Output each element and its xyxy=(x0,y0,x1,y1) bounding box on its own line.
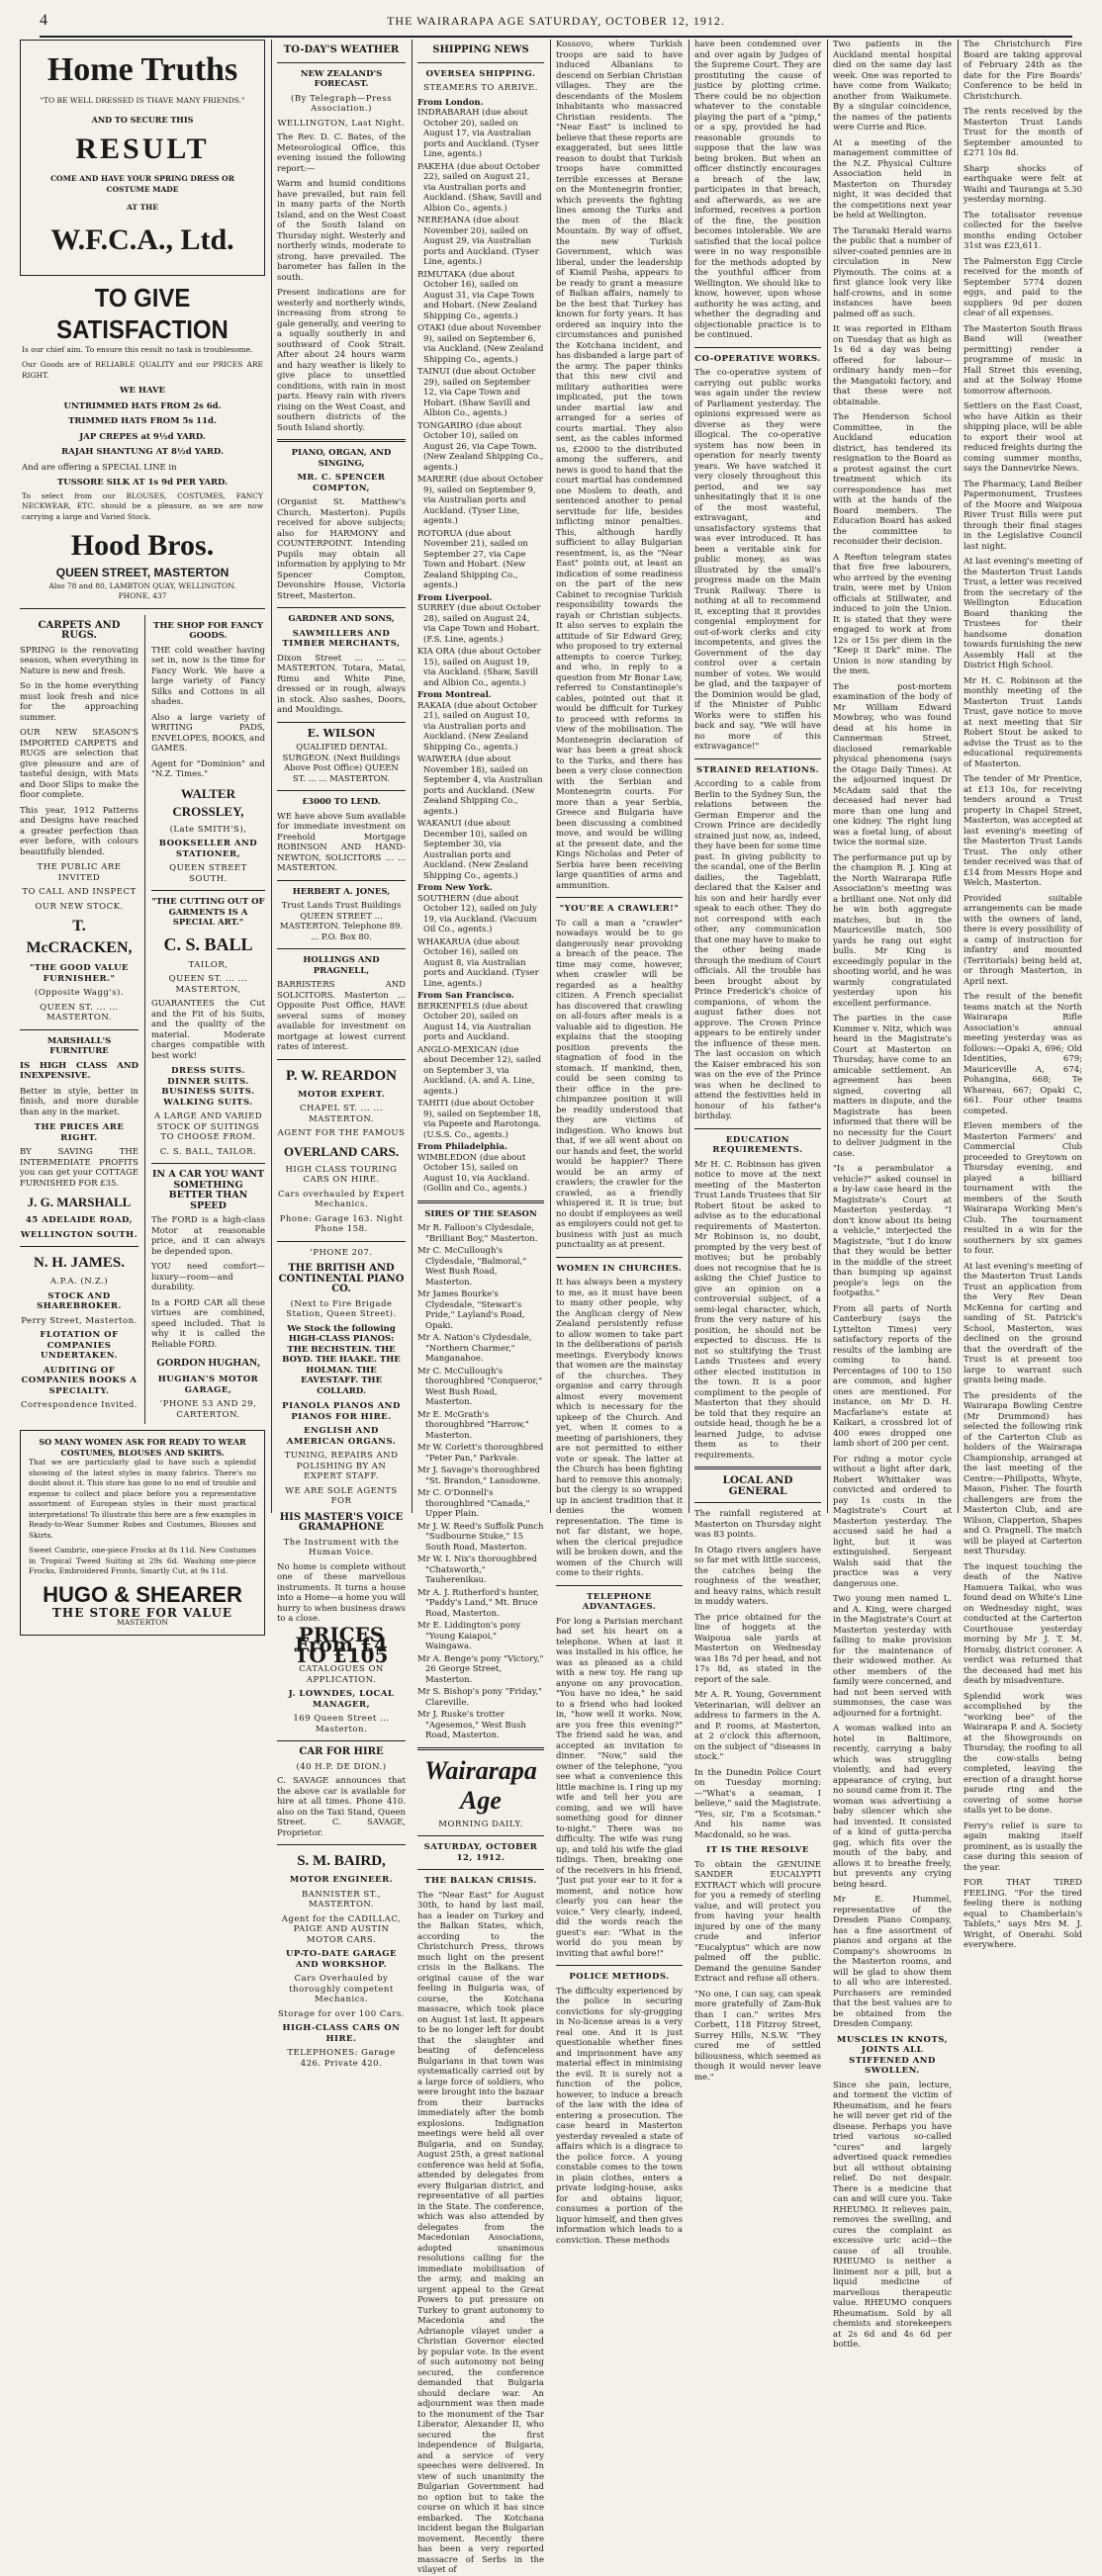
ad-line: HUGHAN'S MOTOR GARAGE, xyxy=(157,1375,259,1395)
ad-line: MASTERTON xyxy=(117,1618,168,1627)
article-text: The "Near East" for August 30th, to hand by last mail, has a leader on Turkey and the Balkan States, which, according to the Christchurch Press, throws much light on the present crisis in the Balkans. The original cause of the war feeling in Bulgaria was, of course, the Kotchana massacre, which took place on August 1st last. It appears to be no longer left for doubt that the slaughter and beating of defenceless Bulgarians in that town was systematically carried out by a large force of soldiers, who were brought into the bazaar from their barracks immediately after the bomb explosions. Indignation meetings were held all over Bulgaria, and on Sunday, August 25th, a great national conference was held at Sofia, attended by delegates from every Bulgarian district, and representative of all parties in the State. The conference, which was also attended by delegates from the Macedonian Associations, adopted unanimous resolutions calling for the immediate mobilisation of the army, and making an urgent appeal to the Great Powers to put pressure on Turkey to grant autonomy to Macedonia and the Adrianople vilayet under a Christian Governor elected by popular vote. In the event of such autonomy not being secured, the conference demanded that Bulgaria should declare war. An adjournment was then made to the monument of the Tsar Liberator, Alexander II, who secured the first independence of Bulgaria, and a service of very speeches were delivered. In view of such unanimity the Bulgarian Government had no option but to take the course on which it has since embarked. The Kotchana incident began the Bulgarian movement. Recently there has been a very reported massacre of Serbs in the vilayet of xyxy=(417,1890,544,2575)
shipping-subtitle: OVERSEA SHIPPING. xyxy=(425,68,536,79)
ad-text: QUALIFIED DENTAL SURGEON. (Next Buildings Above Post Office) QUEEN ST. ... ... MASTERTON. xyxy=(282,743,401,784)
issue-date: SATURDAY, OCTOBER 12, 1912. xyxy=(423,1842,538,1863)
article-title: POLICE METHODS. xyxy=(569,1972,670,1982)
article-text: Mr H. C. Robinson has given notice to move at the next meeting of the Masterton Trust Lands Trustees that Sir Robert Stout be asked to advise as to the educational requirements of Masterton. Mr Robinson is, no doubt, prompted by the very best of motives; but he probably does not recognise that he is asking the Chief Justice to give an opinion on a controversial subject, of a semi-legal character, which, from the very nature of his position, he should not be expected to discuss. He is not so stultifying the Trust Lands Trustees and every other elected institution in the town. It is a poor compliment to the people of Masterton that they should be told that they require an outside head, though he be a learned Judge, to advise them as to their requirements. xyxy=(694,1159,821,1461)
ad-line: Phone: Garage 163. Night Phone 158. xyxy=(279,1213,404,1234)
ad-line: SAWMILLERS AND TIMBER MERCHANTS, xyxy=(282,628,401,649)
news-item: The presidents of the Wairarapa Bowling Centre (Mr Drummond) has selected the following rink of the Carterton Club as holders of the Wairarapa Championship, arranged at the last meeting of the Centre:—Phillpotts, Whyte, Mason, Fisher. The fourth challengers are from the Masterton Club, and are Wilson, Clapperton, Shapes and O. Pragnell. The match will be played at Carterton next Thursday. xyxy=(964,1390,1082,1556)
ad-line: QUEEN ST. ... ... MASTERTON. xyxy=(40,1002,119,1022)
sire-entry: Mr E. McGrath's thoroughbred "Harrow," Masterton. xyxy=(417,1409,529,1441)
ad-line: CHAPEL ST. ... ... MASTERTON. xyxy=(300,1104,383,1124)
ad-title: SO MANY WOMEN ASK FOR READY TO WEAR COSTUMES, BLOUSES AND SKIRTS. xyxy=(39,1437,246,1458)
ad-slogan: "THE GOOD VALUE FURNISHER." xyxy=(29,963,130,984)
news-item: At last evening's meeting of the Masterton Trust Lands Trust, a letter was received from the secretary of the Wellington Education Board thanking the Trustees for their handsome donation towards furnishing the new Assembly Hall at the District High School. xyxy=(964,557,1082,670)
article-title: TELEPHONE ADVANTAGES. xyxy=(582,1591,657,1612)
ad-line: BANNISTER ST., MASTERTON. xyxy=(301,1889,382,1910)
shipping-list-liverpool xyxy=(417,603,544,688)
shipping-entry: OTAKI (due about November 9), sailed on September 6, via Auckland. (New Zealand Shipping Co., agents.) xyxy=(417,323,544,365)
ad-text: Agent for "Dominion" and "N.Z. Times." xyxy=(150,758,265,779)
ad-line: WE HAVE xyxy=(119,386,166,396)
shipping-list-phil xyxy=(417,1153,544,1195)
ad-line: Storage for over 100 Cars. xyxy=(277,2008,406,2019)
shipping-entry: TAHITI (due about October 9), sailed on September 18, via Papeete and Rarotonga. (U.S.S. Co., agents.) xyxy=(417,1099,542,1140)
ad-firm: C. S. BALL xyxy=(163,933,253,954)
column-weather-ads xyxy=(277,40,406,2069)
ad-quote: "TO BE WELL DRESSED IS THAVE MANY FRIENDS." xyxy=(40,96,245,105)
ad-line: THE PRICES ARE RIGHT. xyxy=(34,1122,125,1143)
ad-line: (Next to Fire Brigade Station, Queen Street). xyxy=(286,1298,397,1319)
shipping-entry: KIA ORA (due about October 15), sailed on August 19, via Auckland. (Shaw, Savill and Albion Co., agents.) xyxy=(417,647,541,688)
news-item: The inquest touching the death of the Native Hamuera Taikai, who was found dead on White's Line on Wednesday night, was conducted at the Carterton Courthouse yesterday morning by Mr J. T. M. Hornsby, district coroner. A verdict was returned that the deceased had met his death by misadventure. xyxy=(964,1561,1082,1686)
news-item: Settlers on the East Coast, who have Aitkin as their shipping place, will be able to export their wool at reduced freights during the coming summer months, says the Dannevirke News. xyxy=(964,401,1082,474)
ad-line: BOOKSELLER AND STATIONER, xyxy=(158,839,258,859)
ad-line: C. S. BALL, TAILOR. xyxy=(159,1146,257,1157)
ad-line: J. LOWNDES, LOCAL MANAGER, xyxy=(288,1689,395,1710)
ad-line: (Opposite Wagg's). xyxy=(34,988,125,998)
shipping-origin: From Liverpool. xyxy=(417,592,493,603)
sire-entry: Mr A. J. Rutherford's hunter, "Paddy's Land," Mt. Bruce Road, Masterton. xyxy=(417,1587,539,1619)
ad-line: TELEPHONES: Garage 426. Private 420. xyxy=(287,2048,396,2069)
ad-title: THE SHOP FOR FANCY GOODS. xyxy=(153,620,263,641)
sire-entry: Mr James Bourke's Clydesdale, "Stewart's Pride," Layland's Road, Opaki. xyxy=(417,1289,525,1331)
shipping-entry: PAKEHA (due about October 22), sailed on August 21, via Australian ports and Auckland. (Shaw, Savill and Albion Co., agents.) xyxy=(417,161,542,214)
ad-line: And are offering a SPECIAL LINE in xyxy=(22,462,177,473)
news-item: In Otago rivers anglers have so far met with little success, the catches being the roughness of the weather, and heavy rains, which result in muddy waters. xyxy=(694,1545,821,1607)
ad-text: Sweet Cambric, one-piece Frocks at 8s 11d. New Costumes in Tropical Tweed Suiting at 29s 6d. Washing one-piece Frocks, Embroidered Fronts, Smartly Cut, at 9s 11d. xyxy=(29,1546,256,1575)
ad-address: Also 78 and 80, LAMBTON QUAY, WELLINGTON. xyxy=(48,580,236,590)
ad-text: YOU need comfort—luxury—room—and durability. xyxy=(150,1262,265,1292)
news-item: The Taranaki Herald warns the public that a number of silver-coated pennies are in circulation in New Plymouth. The coins at a first glance look very like half-crowns, and in some instances have been palmed off as such. xyxy=(833,225,952,319)
news-item: The performance put up by the champion R. J. King at the North Wairarapa Rifle Association's meeting was a brilliant one. Not only did he win both aggregate matches, but in the Mauriceville match, 500 yards he rang out eight bulls. Mr King is exceedingly popular in the shooting world, and he was warmly congratulated yesterday upon his excellent performance. xyxy=(833,852,952,1009)
sire-entry: Mr W. I. Nix's thoroughbred "Chatsworth," Tauherenikau. xyxy=(417,1554,537,1585)
article-text: have been condemned over and over again by Judges of the Supreme Court. They are prostituting the cause of justice by plotting crime. There could be no objection whatever to the constable playing the part of a "pimp," or a spy, provided he had reasonable grounds to suppose that the law was being broken. But when an officer distinctly encourages a breach of the law, participates in that breach, and afterwards, as we are informed, receives a portion of the fine, the position becomes intolerable. We are satisfied that the local police were in no way responsible for the methods adopted by the youthful officer from Wellington. We should like to know, however, upon whose authority he was acting, and whether the degrading and objectionable practice is to be continued. xyxy=(694,40,821,340)
news-item: Eleven members of the Masterton Farmers' and Commercial Club proceeded to Greytown on Thursday evening, and played a billiard tournament with the members of the South Wairarapa Working Men's Club. The tournament resulted in a win for the southerners by six games to four. xyxy=(964,1121,1082,1256)
shipping-entry: WAIWERA (due about November 18), sailed on September 4, via Australian ports and Auckland. (New Zealand Shipping Co., agents.) xyxy=(417,755,543,817)
ad-line: HIGH CLASS TOURING CARS ON HIRE. xyxy=(285,1164,398,1185)
ad-line: (40 H.P. DE DION.) xyxy=(296,1761,387,1772)
ad-line: COME AND HAVE YOUR SPRING DRESS OR COSTUME MADE xyxy=(50,174,234,194)
ad-line: ENGLISH AND AMERICAN ORGANS. xyxy=(286,1426,397,1447)
ad-line: UNTRIMMED HATS FROM 2s 6d. xyxy=(63,400,222,411)
page-number: 4 xyxy=(40,12,47,29)
ad-text: Also a large variety of WRITING PADS, ENVELOPES, BOOKS, and GAMES. xyxy=(150,712,266,754)
shipping-entry: ANGLO-MEXICAN (due about December 12), sailed on September 3, via Auckland. (A. and A. Line, agents.) xyxy=(417,1044,542,1097)
shipping-origin: From London. xyxy=(417,97,484,108)
ad-text: This year, 1912 Patterns and Designs have reached a greater perfection than ever before, with colours beautifully blended. xyxy=(20,805,138,857)
shipping-entry: TONGARIRO (due about October 10), sailed on August 26, via Cape Town. (New Zealand Shipping Co., agents.) xyxy=(417,420,544,473)
ad-line: QUEEN ST. ... ... MASTERTON, xyxy=(168,974,248,995)
weather-byline: (By Telegraph—Press Association.) xyxy=(291,93,392,114)
ad-address: QUEEN STREET, MASTERTON xyxy=(55,566,230,579)
ad-title: MUSCLES IN KNOTS, JOINTS ALL STIFFENED AND SWOLLEN. xyxy=(836,2034,949,2076)
news-item: Ferry's relief is sure to again making itself prominent, as is usually the case during this season of the year. xyxy=(964,1821,1082,1873)
news-item: Mr A. R. Young, Government Veterinarian, will deliver an address to farmers in the A. and P. rooms, at Masterton, at 2 o'clock this afternoon, on the subject of "diseases in stock." xyxy=(694,1690,821,1762)
ad-firm: E. WILSON xyxy=(307,726,376,740)
news-item: Mr H. C. Robinson at the monthly meeting of the Masterton Trust Lands Trust, gave notice to move at next meeting that Sir Robert Stout be asked to advise the Trust as to the educational requirements of Masterton. xyxy=(964,675,1082,769)
article-title: WOMEN IN CHURCHES. xyxy=(556,1263,683,1274)
ad-line: HIGH-CLASS CARS ON HIRE. xyxy=(282,2023,401,2044)
ad-line: Perry Street, Masterton. xyxy=(21,1315,138,1326)
weather-text: Warm and humid conditions have prevailed, but rain fell in many parts of the North Island, and on the West Coast of the South Island on Thursday night. Westerly and northerly winds, moderate to strong, have prevailed. The barometer has fallen in the south. xyxy=(277,179,406,283)
ad-text: GUARANTEES the Cut and the Fit of his Suits, and the quality of the material. Moderate charges compatible with best work! xyxy=(150,999,265,1061)
news-item: Provided suitable arrangements can be made with the owners of land, there is every possibility of a camp of instruction for infantry and mounted (Territorials) being held at, or through Masterton, in April next. xyxy=(964,893,1082,987)
article-title: THE BALKAN CRISIS. xyxy=(424,1876,537,1886)
sire-entry: Mr J. W. Reed's Suffolk Punch "Sudbourne Stuke," 15 South Road, Masterton. xyxy=(417,1521,544,1553)
ad-title: GARDNER AND SONS, xyxy=(288,614,395,624)
sire-entry: Mr C. McCullough's thoroughbred "Conqueror," West Bush Road, Masterton. xyxy=(417,1366,543,1407)
article-title: IT IS THE RESOLVE xyxy=(706,1845,809,1855)
ad-firm: HUGO & SHEARER xyxy=(43,1581,242,1607)
ad-firm: WALTER CROSSLEY, xyxy=(172,785,244,819)
shipping-entry: TAINUI (due about October 29), sailed on September 12, via Cape Town and Hobart. (Shaw Savill and Albion Co., agents.) xyxy=(417,367,536,418)
sire-entry: Mr S. Bishop's pony "Friday," Clareville. xyxy=(417,1687,543,1708)
weather-dateline: WELLINGTON, Last Night. xyxy=(277,118,406,129)
news-item: The totalisator revenue collected for the twelve months ending October 31st was £23,611. xyxy=(964,210,1082,251)
ad-line: THE PUBLIC ARE INVITED xyxy=(37,862,122,883)
ad-text: Trust Lands Trust Buildings QUEEN STREET ... MASTERTON. Telephone 89. ... P.O. Box 80. xyxy=(279,901,404,942)
ad-line: 45 ADELAIDE ROAD, xyxy=(25,1215,134,1225)
article-text: The co-operative system of carrying out public works was again under the review of Parliament yesterday. The opinions expressed were as diverse as they were illogical. The co-operative system has now been in operation for nearly twenty years. We have watched it very closely throughout this period, and we say unhesitatingly that it is one of the most wasteful, extravagant, and unsatisfactory systems that was ever introduced. It has been a veritable sink for public money, as was illustrated by the small's progress made on the Main Trunk Railway. There is nothing at all to recommend it, excepting that it provides congenial employment for out-of-work clerks and city incompetents, and gives the Government of the day control over a certain number of votes. We would be glad, and the taxpayer of the Dominion would be glad, if the Minister of Public Works were to stiffen his back and say, "We will have no more of this extravagance!" xyxy=(694,368,821,752)
news-item: The price obtained for the line of hoggets at the Waipoua sale yards at Masterton on Wednesday was 18s 7d per head, and not 17s 8d, as stated in the report of the sale. xyxy=(694,1612,821,1685)
ad-line: MOTOR ENGINEER. xyxy=(289,1875,394,1885)
ad-headline: Home Truths xyxy=(46,51,238,88)
ad-line: FLOTATION OF COMPANIES UNDERTAKEN. xyxy=(40,1330,119,1361)
ad-line: Cars overhauled by Expert Mechanics. xyxy=(277,1189,405,1209)
weather-title: TO-DAY'S WEATHER xyxy=(283,44,400,55)
ad-title: CAR FOR HIRE xyxy=(299,1746,384,1757)
news-item: The Pharmacy, Land Beiber Papermonument, Trustees of the Moore and Waipoua River Trust Bills were put through their final stages in the Legislative Council last night. xyxy=(964,479,1082,552)
news-item: The Henderson School Committee, in the Auckland education district, has tendered its resignation to the Board as a protest against the curt treatment which its correspondence has met with at the hands of the Board members. The Education Board has asked the committee to reconsider their decision. xyxy=(833,412,952,547)
ad-line: JAP CREPES at 9½d YARD. xyxy=(79,431,206,442)
ad-line: The Instrument with the Human Voice. xyxy=(283,1537,400,1557)
ad-title: MARSHALL'S FURNITURE xyxy=(46,1035,112,1056)
sires-list xyxy=(417,1223,544,1741)
ad-line: A LARGE AND VARIED STOCK OF SUITINGS TO CHOOSE FROM. xyxy=(153,1111,263,1142)
article-title: STRAINED RELATIONS. xyxy=(695,764,820,775)
sire-entry: Mr A. Benge's pony "Victory," 26 George Street, Masterton. xyxy=(417,1653,544,1685)
section-title: LOCAL AND GENERAL xyxy=(722,1474,793,1497)
ad-firm: GORDON HUGHAN, xyxy=(156,1357,260,1369)
ad-title: CARPETS AND RUGS. xyxy=(38,619,121,641)
article-title: "YOU'RE A CRAWLER!" xyxy=(559,904,680,914)
ad-firm: T. McCRACKEN, xyxy=(26,918,133,956)
ad-text: BY SAVING THE INTERMEDIATE PROFITS you can get your COTTAGE FURNISHED FOR £35. xyxy=(20,1147,138,1189)
news-item: In the Dunedin Police Court on Tuesday morning:—"What's a seaman, I believe," said the Magistrate. "Yes, sir, I'm a Scotsman." And his name was Macdonald, so he was. xyxy=(694,1767,821,1840)
ad-line: PIANOLA PIANOS AND PIANOS FOR HIRE. xyxy=(282,1401,401,1422)
shipping-entry: SOUTHERN (due about October 12), sailed on July 19, via Auckland. (Vacuum Oil Co., agents.) xyxy=(417,893,537,934)
ad-line: OVERLAND CARS. xyxy=(283,1143,400,1159)
shipping-entry: WIMBLEDON (due about October 15), sailed on August 10, via Auckland. (Gollin and Co., agents.) xyxy=(417,1152,530,1194)
ad-line: TUNING, REPAIRS AND POLISHING BY AN EXPERT STAFF. xyxy=(284,1451,399,1481)
article-text: Kossovo, where Turkish troops are said to have induced Albanians to descend on Serbian Christian villages. They are the descendants of the Moslem inhabitants who massacred Christian residents. The "Near East" is inclined to believe that these reports are exaggerated, but sees little reason to doubt that Turkish troops have committed terrible excesses at Berane on the Montenegrin frontier, which prevents the fighting lines among the Turks and the men of the Black Mountain. By way of offset, the new Turkish Government, which was liberal, under the leadership of Kiamil Pasha, appears to be ready to grant a measure of Balkan affairs, namely to be the best that Turkey has known for forty years. It has ordered an inquiry into the circumstances and punished the Kotchana incident, and has disbanded a large part of the army. The paper thinks that this new civil and military authorities were implicated, put the town under martial law and arranged for a series of courts martial. They also sent, as the cables informed us, £2000 to the distributed among the sufferers, and news is good to hand that the court martial has condemned one Moslem to death, and sentenced another to penal servitude for life, besides inflicting minor penalties. This, although hardly sufficient to allay Bulgarian resentment, is, as the "Near East" points out, at least an indication of some readiness on the part of the new Cabinet to recognise Turkish responsibility towards the rayah or Christian subjects. It also serves to explain the attitude of Sir Edward Grey, who proposed to try external attempts to coerce Turkey, and who, in reply to a question from Mr Bonar Law, referred to Constantinople's cables, pointed out that it would be difficult for Turkey to proceed with reforms in view of the mobilisation. The Montenegrin declaration of war has been a great shock to the Turks, and there has been a very close connection with the Serbian and Montenegrin courts. For more than a year Serbia, Greece and Bulgaria have been discussing a combined move, and would be willing at the present date, and the Kings Nicholas and Peter of Serbia have been receiving large quantities of arms and ammunition. xyxy=(556,40,683,891)
sire-entry: Mr C. O'Donnell's thoroughbred "Canada," Upper Plain. xyxy=(417,1488,530,1519)
ad-row xyxy=(20,615,265,1425)
ad-firm: Hood Bros. xyxy=(70,529,215,562)
ad-line: STOCK AND SHAREBROKER. xyxy=(37,1290,122,1311)
ad-text: OUR NEW SEASON'S IMPORTED CARPETS and RUGS are selection that give pleasure and are of tasteful design, with Mats and Door Slips to make the floor complete. xyxy=(20,728,138,800)
sire-entry: Mr C. McCullough's Clydesdale, "Balmoral," West Bush Road, Masterton. xyxy=(417,1246,527,1288)
article-text: To call a man a "crawler" nowadays would be to go dangerously near provoking a breach of the peace. The time may come, however, when crawler will be regarded as a healthy citizen. A French specialist has discovered that crawling on all-fours after meals is a valuable aid to digestion. He explains that the stooping position prevents the stagnation of food in the stomach. If mankind, then, could be seen coming to their office in the pre-chimpanzee position it will be readily understood that they are victims of indigestion. Who knows but that, if we all went about on our hands and feet, the world would be happier? There would be an army of crawlers; the crawler for the crawled, as a friendly whispered it. It is true; but no doubt if employees as well as employers could not get to business with just as much punctuality as at present. xyxy=(556,918,683,1250)
ad-result: RESULT xyxy=(75,133,210,165)
ad-line: TRIMMED HATS FROM 5s 11d. xyxy=(68,416,217,426)
weather-subtitle: NEW ZEALAND'S FORECAST. xyxy=(300,68,383,89)
weather-text: The Rev. D. C. Bates, of the Meteorological Office, this evening issued the following report:— xyxy=(277,133,406,174)
ad-text: We Stock the following HIGH-CLASS PIANOS: THE BECHSTEIN. THE BOYD. THE HAAKE. THE HOLMAN. THE EAVESTAFF. THE COLLARD. xyxy=(282,1323,401,1396)
sire-entry: Mr E. Liddington's pony "Young Kaiapoi," Waingawa. xyxy=(417,1621,521,1651)
ad-slogan: THE STORE FOR VALUE xyxy=(51,1605,233,1620)
ad-text: That we are particularly glad to have such a splendid showing of the latest styles in many fabrics. There's no doubt about it. This store has gone to no end of trouble and expense to collect and place before you a representative assortment of European styles in their most practical interpretations! To illustrate this here are a few examples in Ready-to-Wear Summer Robes and Costumes, Blouses and Skirts. xyxy=(29,1458,256,1540)
ad-line: UP-TO-DATE GARAGE AND WORKSHOP. xyxy=(285,1949,398,1970)
ad-text: In a FORD CAR all these virtues are combined, speed included. That is why it is called the Reliable FORD. xyxy=(150,1297,265,1350)
article-text: To obtain the GENUINE SANDER EUCALYPTI EXTRACT which will procure for you a remedy of sterling value, and will protect you from having your health injured by one of the many crude and inferior "Eucalyptus" which are now palmed off the public. Demand the genuine Sander Extract and refuse all others. xyxy=(694,1859,821,1984)
ad-text: C. SAVAGE announces that the above car is available for hire at all times. Phone 410. also on the Taxi Stand, Queen Street. C. SAVAGE, Proprietor. xyxy=(277,1776,406,1838)
ad-line: WELLINGTON SOUTH. xyxy=(20,1229,138,1240)
ad-text: THE cold weather having set in, now is the time for Fancy Work. We have a large variety of Fancy Silks and Cottons in all shades. xyxy=(150,645,265,707)
ad-line: 169 Queen Street ... Masterton. xyxy=(293,1714,390,1734)
ad-firm: HOLLINGS AND PRAGNELL, xyxy=(303,955,380,976)
shipping-list-newyork xyxy=(417,894,544,990)
ad-line: 'PHONE 207. xyxy=(310,1247,373,1258)
news-item: The parties in the case Kummer v. Nitz, which was heard in the Magistrate's Court at Masterton on Thursday, have come to an amicable settlement. An agreement has been signed, covering all matters in dispute, and the Magistrate has been informed that there will be no necessity for the Court to deliver judgment in the case. xyxy=(833,1014,952,1159)
crossley-ad xyxy=(151,615,265,1425)
ad-price: PRICES From £4 TO £105 xyxy=(294,1622,389,1667)
news-item: The rents received by the Masterton Trust Lands Trust for the month of September amounted to £271 10s 8d. xyxy=(964,107,1082,158)
news-item: At a meeting of the management committee of the N.Z. Physical Culture Association held in Masterton on Thursday night, it was decided that the competitions next year be held at Wellington. xyxy=(833,137,952,221)
shipping-entry: WAKANUI (due about December 10), sailed on September 30, via Australian ports and Auckland. (New Zealand Shipping Co., agents.) xyxy=(417,819,529,881)
news-item: The rainfall registered at Masterton on Thursday night was 83 points. xyxy=(694,1509,821,1540)
article-text: For long a Parisian merchant had set his heart on a telephone. When at last it was installed in his office, he was as pleased as a child with a new toy. He rang up anyone on any provocation. "You have no idea," he said to a friend who had looked in, "how well it works. Now, are you free this evening?" The friend said he was, and accepted an invitation to dinner. "Now," said the owner of the telephone, "you see what a convenience this little machine is. I ring up my wife and tell her you are coming, and we will have something good for dinner to-night." There was no difficulty. The wife was rung up, and told his wife the glad tidings. Then, breaking one of the receivers in his friend, "Just put your ear to it for a moment, and notice how clearly you can hear the voice." Very clearly, indeed, did the words reach the guest's ear: "What in the world do you mean by inviting that awful bore!" xyxy=(556,1616,683,1959)
mccracken-ad xyxy=(20,615,138,1425)
ad-line: (Late SMITH'S), xyxy=(169,824,247,835)
masthead-subtitle: MORNING DAILY. xyxy=(438,1819,523,1829)
ad-text: To select from our BLOUSES, COSTUMES, FANCY NECKWEAR, ETC. should be a pleasure, as we are now carrying a large and Varied Stock. xyxy=(22,490,263,521)
column-local-news-2 xyxy=(964,40,1082,1950)
shipping-list-london xyxy=(417,108,544,591)
article-title: CO-OPERATIVE WORKS. xyxy=(694,353,821,364)
ad-line: MOTOR EXPERT. xyxy=(297,1089,386,1100)
page-header xyxy=(40,8,1072,38)
column-advertisements-1 xyxy=(20,40,266,1627)
news-item: A Reefton telegram states that five free labourers, who arrived by the evening train, were met by Union officials at Stillwater, and induced to join the Union. It is stated that they were engaged to work at from 12s or 15s per diem in the "Keep it Dark" mine. The Union is now standing by the men. xyxy=(833,552,952,676)
shipping-entry: BERKENFELS (due about October 20), sailed on August 14, via Australian ports and Auckland. xyxy=(417,1001,532,1042)
ad-line: TO CALL AND INSPECT xyxy=(22,887,137,897)
news-item: Splendid work was accomplished by the "working bee" of the Wairarapa P. and A. Society at the Showgrounds on Thursday, the roofing to all the cow-stalls being completed, leaving the erection of a draught horse parade ring and the covering of some horse stalls yet to be done. xyxy=(964,1691,1082,1816)
ad-line: HIS MASTER'S VOICE GRAMAPHONE xyxy=(279,1511,404,1533)
ad-line: 'PHONE 53 AND 29, CARTERTON. xyxy=(159,1399,257,1420)
ad-text: Since she pain, lecture, and torment the victim of Rheumatism, and he fears he will never get rid of the disease. Perhaps you have tried various so-called "cures" and largely advertised quack remedies but all without obtaining relief. Do not despair. There is a medicine that can and will cure you. Take RHEUMO. It relieves pain, removes the swelling, and cures the complaint as excessive uric acid—the cause of all trouble. RHEUMO is neither a liniment nor a pill, but a liquid medicine of marvellous therapeutic value. RHEUMO conquers Rheumatism. Sold by all chemists and storekeepers at 2s 6d and 4s 6d per bottle. xyxy=(833,2080,952,2350)
sire-entry: Mr A. Nation's Clydesdale, "Northern Charmer," Manganahoe. xyxy=(417,1333,532,1364)
ad-line: TUSSORE SILK AT 1s 9d PER YARD. xyxy=(56,478,229,488)
shipping-entry: MARERE (due about October 9), sailed on September 9, via Australian ports and Auckland. (Tyser Line, agents.) xyxy=(417,475,543,526)
shipping-entry: NEREHANA (due about November 20), sailed on August 29, via Australian ports and Auckland. (Tyser Line, agents.) xyxy=(417,216,539,267)
news-item: The tender of Mr Prentice, at £13 10s, for receiving tenders around a Trust property in Chapel Street, Masterton, was accepted at last evening's meeting of the Masterton Trust Lands Trust. The only other tender received was that of £14 from Messrs Hope and Welch, Masterton. xyxy=(964,774,1082,888)
column-shipping-leader xyxy=(417,40,544,2575)
news-item: "Is a perambulator a vehicle?" asked counsel in a by-law case heard in the Magistrate's Court at Masterton yesterday. "I don't know about its being a vehicle," interjected the Magistrate, "but I do know that they would be better in the middle of the street than bumping up against people's legs on the footpaths." xyxy=(833,1164,952,1298)
ad-line: OUR NEW STOCK. xyxy=(35,901,124,912)
column-editorials-2 xyxy=(694,40,821,2083)
shipping-title: SHIPPING NEWS xyxy=(432,44,529,55)
news-item: The post-mortem examination of the body of Mr William Edward Mowbray, who was found dead at his home in Cannerman Street, disclosed remarkable physical phenomena (says the Otago Daily Times). At the adjourned inquest Dr McAdam said that the deceased had never had more than one lung and one kidney. The right lung was a foetal lung, of about twice the normal size. xyxy=(833,681,952,847)
sire-entry: Mr J. Ruske's trotter "Agesemos," West Bush Road, Masterton. xyxy=(417,1710,526,1740)
ad-line: Agent for the CADILLAC, PAIGE AND AUSTIN MOTOR CARS. xyxy=(281,1913,402,1945)
ad-firm: P. W. REARDON xyxy=(286,1067,397,1084)
home-truths-ad xyxy=(20,40,265,276)
ad-line: TAILOR, xyxy=(188,959,229,970)
news-list xyxy=(964,40,1082,1951)
shipping-subtitle: STEAMERS TO ARRIVE. xyxy=(423,83,538,93)
ad-line: DRESS SUITS. DINNER SUITS. BUSINESS SUITS. WALKING SUITS. xyxy=(161,1066,255,1108)
news-item: It was reported in Eltham on Tuesday that as high as 1s 6d a day was being offered for labour—ordinary handy men—for the Mangatoki factory, and that these were not obtainable. xyxy=(833,324,952,407)
shipping-entry: SURREY (due about October 28), sailed on August 24, via Cape Town and Hobart. (F.S. Line, agents.) xyxy=(417,603,541,645)
ad-firm: THE BRITISH AND CONTINENTAL PIANO CO. xyxy=(278,1263,405,1294)
ad-title: IN A CAR YOU WANT SOMETHING BETTER THAN SPEED xyxy=(151,1169,265,1211)
article-text: "No one, I can say, can speak more gratefully of Zam-Buk than I can." writes Mrs Corbett, 118 Fitzroy Street, Surrey Hills, N.S.W. "They cured me of settled biliousness, which seemed as though it would never leave me." xyxy=(694,1989,821,2083)
ad-line: A.P.A. (N.Z.) xyxy=(49,1277,109,1287)
ad-line: CATALOGUES ON APPLICATION. xyxy=(299,1664,384,1685)
ad-text: WE have above Sum available for immediate investment on Freehold Mortgage ROBINSON AND HAND-NEWTON, SOLICITORS ... ... MASTERTON. xyxy=(277,811,406,873)
news-item: FOR THAT TIRED FEELING. "For the tired feeling there is nothing equal to Chamberlain's Tablets," says Mrs M. J. Wright, of Onerahi. Sold everywhere. xyxy=(964,1878,1082,1950)
sire-entry: Mr W. Corlett's thoroughbred "Peter Pan," Parkvale. xyxy=(417,1443,544,1464)
ad-text: IS HIGH CLASS AND INEXPENSIVE. xyxy=(20,1060,138,1081)
shipping-origin: From San Francisco. xyxy=(417,991,514,1001)
ad-line: Cars Overhauled by thoroughly competent Mechanics. xyxy=(289,1974,394,2004)
news-item: A woman walked into an hotel in Baltimore, recently, carrying a baby which was struggling violently, and had every appearance of crying, but no sound came from it. The woman was advertising a baby silencer which she had invented. It consisted of a kind of gutta-percha gag, which fits over the mouth of the baby, and allows it to breathe freely, but prevents any crying being heard. xyxy=(833,1724,952,1890)
news-item: For riding a motor cycle without a light after dark, Robert Whittaker was convicted and ordered to pay 1s costs in the Magistrate's Court at Masterton yesterday. The accused said he had a light, but it was extinguished. Sergeant Walsh said that the practice was a very dangerous one. xyxy=(833,1454,952,1589)
ad-firm: W.F.C.A., Ltd. xyxy=(50,222,234,256)
shipping-origin: From Philadelphia. xyxy=(417,1142,507,1152)
ad-line: AUDITING OF COMPANIES BOOKS A SPECIALTY. xyxy=(21,1365,138,1396)
ad-line: WE ARE SOLE AGENTS FOR xyxy=(285,1485,398,1506)
ad-firm: N. H. JAMES. xyxy=(33,1255,126,1271)
ad-line: AT THE xyxy=(127,203,158,212)
newspaper-title: THE WAIRARAPA AGE SATURDAY, OCTOBER 12, 1912. xyxy=(387,14,725,28)
sire-entry: Mr R. Falloon's Clydesdale, "Brilliant Boy," Masterton. xyxy=(417,1223,538,1244)
sires-title: SIRES OF THE SEASON xyxy=(424,1208,537,1219)
ad-title: "THE CUTTING OUT OF GARMENTS IS A SPECIAL ART." xyxy=(151,897,265,928)
column-local-news xyxy=(833,40,952,2350)
news-item: From all parts of North Canterbury (says the Lyttelton Times) very satisfactory reports of the results of the lambing are coming to hand. Percentages of 100 to 150 are common, and higher ones are mentioned. For instance, on Mr D. H. Macfarlane's estate at Kaikari, a crossbred lot of 400 ewes dropped one lamb short of 200 per cent. xyxy=(833,1303,952,1449)
ad-line: RAJAH SHANTUNG AT 8½d YARD. xyxy=(61,447,224,457)
article-title: EDUCATION REQUIREMENTS. xyxy=(712,1134,803,1155)
news-item: The Palmerston Egg Circle received for the month of September 5774 dozen eggs, and paid to the suppliers 9d per dozen clear of all expenses. xyxy=(964,256,1082,318)
ad-text: Dixon Street ... ... ... MASTERTON. Totara, Matai, Rimu and White Pine, dressed or in rough, always in stock. Also sashes, Doors, and Mouldings. xyxy=(277,653,406,715)
ad-phone: PHONE, 437 xyxy=(118,591,167,600)
article-text: The difficulty experienced by the police in securing convictions for sly-grogging in No-license areas is a very real one. And it is just questionable whether fines and imprisonment have any material effect in minimising the evil. It is surely not a function of the police, however, to induce a breach of the law with the idea of entering a prosecution. The case heard in Masterton yesterday revealed a state of affairs which is a disgrace to the police force. A young constable comes to the town in plain clothes, enters a private lodging-house, asks for and obtains liquor, consumes a portion of the liquor himself, and then gives information which leads to a conviction. These methods xyxy=(556,1986,683,2246)
shipping-list-sf xyxy=(417,1002,544,1141)
shipping-list-montreal xyxy=(417,701,544,882)
shipping-entry: RIMUTAKA (due about October 16), sailed on August 31, via Cape Town and Hobart. (New Zealand Shipping Co., agents.) xyxy=(417,269,538,321)
ad-text: The FORD is a high-class Motor at reasonable price, and it can always be depended upon. xyxy=(150,1215,265,1257)
ad-title: PIANO, ORGAN, AND SINGING, xyxy=(291,448,392,469)
weather-text: Present indications are for westerly and northerly winds, increasing from strong to gale generally, and veering to a squally southerly in and southward of Cook Strait. After about 24 hours warm and hazy weather is likely to give place to unsettled conditions, with rain in most parts. Heavy rain with rivers rising on the West Coast, and southern districts of the South Island shortly. xyxy=(277,288,406,433)
shipping-entry: WHAKARUA (due about October 16), sailed on August 8, via Australian ports and Auckland. (Tyser Line, agents.) xyxy=(417,936,539,989)
shipping-entry: ROTORUA (due about November 21), sailed on September 27, via Cape Town and Hobart. (New Zealand Shipping Co., agents.) xyxy=(417,528,528,590)
ad-line: AND TO SECURE THIS xyxy=(91,114,194,125)
masthead: Wairarapa Age xyxy=(424,1755,537,1815)
ad-text: Our Goods are of RELIABLE QUALITY and our PRICES ARE RIGHT. xyxy=(22,360,263,380)
ad-text: SPRING is the renovating season, when everything in Nature is new and fresh. xyxy=(20,645,138,676)
ad-firm: J. G. MARSHALL xyxy=(27,1195,132,1209)
ad-text: Is our chief aim. To ensure this result no task is troublesome. xyxy=(22,344,253,354)
ad-headline: TO GIVE SATISFACTION xyxy=(56,282,229,344)
news-item: The Christchurch Fire Board are taking approval of February 24th as the date for the Fire Boards' Conference to be held in Christchurch. xyxy=(964,40,1082,102)
ad-line: AGENT FOR THE FAMOUS xyxy=(277,1128,406,1138)
shipping-origin: From New York. xyxy=(417,883,493,893)
sire-entry: Mr J. Savage's thoroughbred "St. Brandon," Lansdowne. xyxy=(417,1466,541,1486)
news-item: Two patients in the Auckland mental hospital died on the same day last week. One was reported to have come from Waikato; another from Waikumete. By a singular coincidence, the names of the patients were Currie and Rice. xyxy=(833,40,952,133)
article-text: It has always been a mystery to me, as it must have been to many other people, why the Anglican clergy of New Zealand persistently refuse to allow women to take part in the deliberations of parish meetings. Everybody knows that women are the mainstay of the churches. They organise and carry through almost every movement which is necessary for the upkeep of the Church. And yet, when it comes to a meeting of parishioners, they are not permitted to either vote or speak. The latter at the Church has been fighting hard to remove this anomaly; but the clergy is so wrapped up in ancient tradition that it denies the women representation. The time is not far distant, we hope, when the clerical prejudice will be broken down, and the women of the Church will come to their rights. xyxy=(556,1278,683,1578)
ad-title: £3000 TO LEND. xyxy=(302,797,381,807)
shipping-origin: From Montreal. xyxy=(417,690,492,700)
ad-text: Better in style, better in finish, and more durable than any in the market. xyxy=(20,1086,138,1117)
shipping-entry: RAKAIA (due about October 21), sailed on August 10, via Australian ports and Auckland. (New Zealand Shipping Co., agents.) xyxy=(417,700,537,753)
column-editorials xyxy=(556,40,683,2246)
ad-line: Correspondence Invited. xyxy=(20,1400,138,1410)
news-item: The result of the benefit teams match at the North Wairarapa Rifle Association's annual meeting yesterday was as follows:—Opaki A, 696; Old Identities, 679; Mauriceville A, 674; Pohangina, 668; Te Whareau, 667; Opaki C, 661. Four other teams competed. xyxy=(964,992,1082,1116)
news-item: Sharp shocks of earthquake were felt at Waihi and Tauranga at 5.30 yesterday morning. xyxy=(964,163,1082,205)
ad-firm: HERBERT A. JONES, xyxy=(292,886,391,897)
news-item: The Masterton South Brass Band will (weather permitting) render a programme of music in Hall Street this evening, and at the Solway Home tomorrow afternoon. xyxy=(964,323,1082,397)
ad-text: (Organist St. Matthew's Church, Masterton). Pupils received for above subjects; also for HARMONY and COUNTERPOINT. Intending Pupils may obtain all information by applying to Mr Spencer Compton, Devonshire House, Victoria Street, Masterton. xyxy=(277,497,406,601)
hugo-shearer-ad xyxy=(20,1430,265,1636)
article-text: According to a cable from Berlin to the Sydney Sun, the relations between the German Emperor and the Crown Prince are decidedly strained just now, as, indeed, they have been for some time past. In giving publicity to the scandal, one of the Berlin dailies, the Tageblatt, declared that the Kaiser and his son and heir hardly ever speak to each other. They do not correspond with each other, any communication that one may have to make to the other being made through the medium of Court officials. All the trouble has been brought about by Prince Frederick's choice of companions, of whom the august father does not approve. The Crown Prince appears to be entirely under the influence of these men. The last occasion on which the Kaiser embraced his son was on the eve of the Prince was when he declined to attend the festivities held in honour of his father's birthday. xyxy=(694,779,821,1121)
news-item: Mr E. Hummel, representative of the Dresden Piano Company, has a fine assortment of pianos and organs at the Company's showrooms in the Masterton rooms, and will be glad to show them to all who are interested. Purchasers are reminded that the best values are to be obtained from the Dresden Company. xyxy=(833,1895,952,2029)
news-item: Two young men named L. and A. King, were charged in the Magistrate's Court at Masterton yesterday with failing to make provision for the maintenance of their widowed mother. As other members of the family were concerned, and had not been served with summonses, the case was adjourned for a fortnight. xyxy=(833,1594,952,1719)
ad-text: No home is complete without one of these marvellous instruments. It turns a house into a Home—a home you will hurry to when business draws to a close. xyxy=(277,1561,406,1624)
shipping-entry: INDRABARAH (due about October 20), sailed on August 17, via Australian ports and Auckland. (Tyser Line, agents.) xyxy=(417,108,539,159)
ad-text: BARRISTERS AND SOLICITORS. Masterton ... Opposite Post Office, HAVE several sums of money available for investment on mortgage at lowest current rates of interest. xyxy=(277,980,406,1052)
ad-line: QUEEN STREET SOUTH. xyxy=(169,863,247,884)
ad-firm: MR. C. SPENCER COMPTON, xyxy=(297,473,386,493)
ad-text: So in the home everything must look fresh and nice for the approaching summer. xyxy=(20,681,138,723)
news-item: At last evening's meeting of the Masterton Trust Lands Trust an application from the Very Rev Dean McKenna for carting and sanding of St. Patrick's School, Masterton, was declined on the ground that the overdraft of the Trust is at present too large to warrant such grants being made. xyxy=(964,1261,1082,1385)
ad-firm: S. M. BAIRD, xyxy=(297,1853,386,1869)
hood-bros-ad xyxy=(20,282,265,602)
